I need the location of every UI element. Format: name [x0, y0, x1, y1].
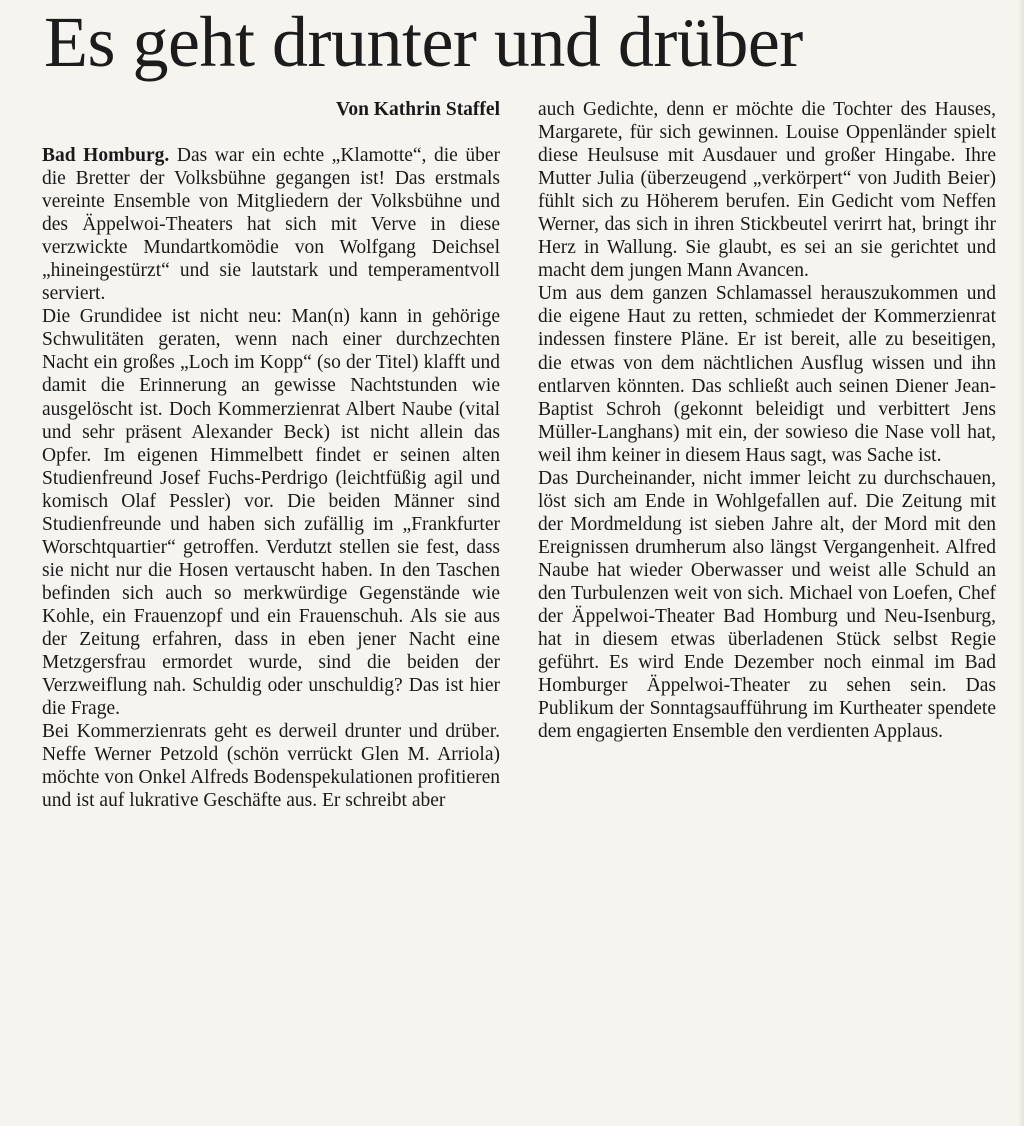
paragraph-1-text: Das war ein echte „Klamotte“, die über die Bretter der Volksbühne gegangen ist! Das erstmals vereinte Ensemble von Mitgliedern der Volksbühne und des Äppelwoi-Theaters hat sich mit Verve in diese verzwickte Mundartkomödie von Wolfgang Deichsel „hineingestürzt“ und sie lautstark und temperamentvoll serviert. — [42, 145, 501, 305]
paragraph-2: Die Grundidee ist nicht neu: Man(n) kann in gehörige Schwulitäten geraten, wenn nach einer durchzechten Nacht ein großes „Loch im Kopp“ (so der Titel) klafft und damit die Erinnerung an gewisse Nachtstunden wie ausgelöscht ist. Doch Kommerzienrat Albert Naube (vital und sehr präsent Alexander Beck) ist nicht allein das Opfer. Im eigenen Himmelbett findet er seinen alten Studienfreund Josef Fuchs-Perdrigo (leichtfüßig agil und komisch Olaf Pessler) vor. Die beiden Männer sind Studienfreunde und haben sich zufällig im „Frankfurter Worschtquartier“ getroffen. Verdutzt stellen sie fest, dass sie nicht nur die Hosen vertauscht haben. In den Taschen befinden sich auch so merkwürdige Gegenstände wie Kohle, ein Frauenzopf und ein Frauenschuh. Als sie aus der Zeitung erfahren, dass in eben jener Nacht eine Metzgersfrau ermordet wurde, sind die beiden der Verzweiflung nah. Schuldig oder unschuldig? Das ist hier die Frage. — [42, 306, 500, 720]
article-column-right — [538, 98, 996, 743]
article-column-left — [42, 98, 500, 812]
paragraph-1 — [42, 144, 500, 305]
byline: Von Kathrin Staffel — [336, 99, 500, 120]
page-edge — [1018, 0, 1024, 1126]
paragraph-5: Das Durcheinander, nicht immer leicht zu durchschauen, löst sich am Ende in Wohlgefallen auf. Die Zeitung mit der Mordmeldung ist sieben Jahre alt, der Mord mit den Ereignissen drumherum also längst Vergangenheit. Alfred Naube hat wieder Oberwasser und weist alle Schuld an den Turbulenzen weit von sich. Michael von Loefen, Chef der Äppelwoi-Theater Bad Homburg und Neu-Isenburg, hat in diesem etwas überladenen Stück selbst Regie geführt. Es wird Ende Dezember noch einmal im Bad Homburger Äppelwoi-Theater zu sehen sein. Das Publikum der Sonntagsaufführung im Kurtheater spendete dem engagierten Ensemble den verdienten Applaus. — [538, 467, 996, 743]
dateline: Bad Homburg. — [42, 145, 170, 166]
paragraph-3-continued: auch Gedichte, denn er möchte die Tochter des Hauses, Margarete, für sich gewinnen. Louise Oppenländer spielt diese Heulsuse mit Ausdauer und großer Hingabe. Ihre Mutter Julia (überzeugend „verkörpert“ von Judith Beier) fühlt sich zu Höherem berufen. Ein Gedicht vom Neffen Werner, das sich in ihren Stickbeutel verirrt hat, bringt ihr Herz in Wallung. Sie glaubt, es sei an sie gerichtet und macht dem jungen Mann Avancen. — [538, 99, 996, 282]
paragraph-4: Um aus dem ganzen Schlamassel herauszukommen und die eigene Haut zu retten, schmiedet der Kommerzienrat indessen finstere Pläne. Er ist bereit, alle zu beseitigen, die etwas von dem nächtlichen Ausflug wissen und ihn entlarven könnten. Das schließt auch seinen Diener Jean-Baptist Schroh (gekonnt beleidigt und verbittert Jens Müller-Langhans) mit ein, der sowieso die Nase voll hat, weil ihm keiner in diesem Haus sagt, was Sache ist. — [538, 283, 996, 466]
paragraph-3: Bei Kommerzienrats geht es derweil drunter und drüber. Neffe Werner Petzold (schön verrückt Glen M. Arriola) möchte von Onkel Alfreds Bodenspekulationen profitieren und ist auf lukrative Geschäfte aus. Er schreibt aber — [42, 721, 500, 812]
headline: Es geht drunter und drüber — [44, 2, 803, 82]
